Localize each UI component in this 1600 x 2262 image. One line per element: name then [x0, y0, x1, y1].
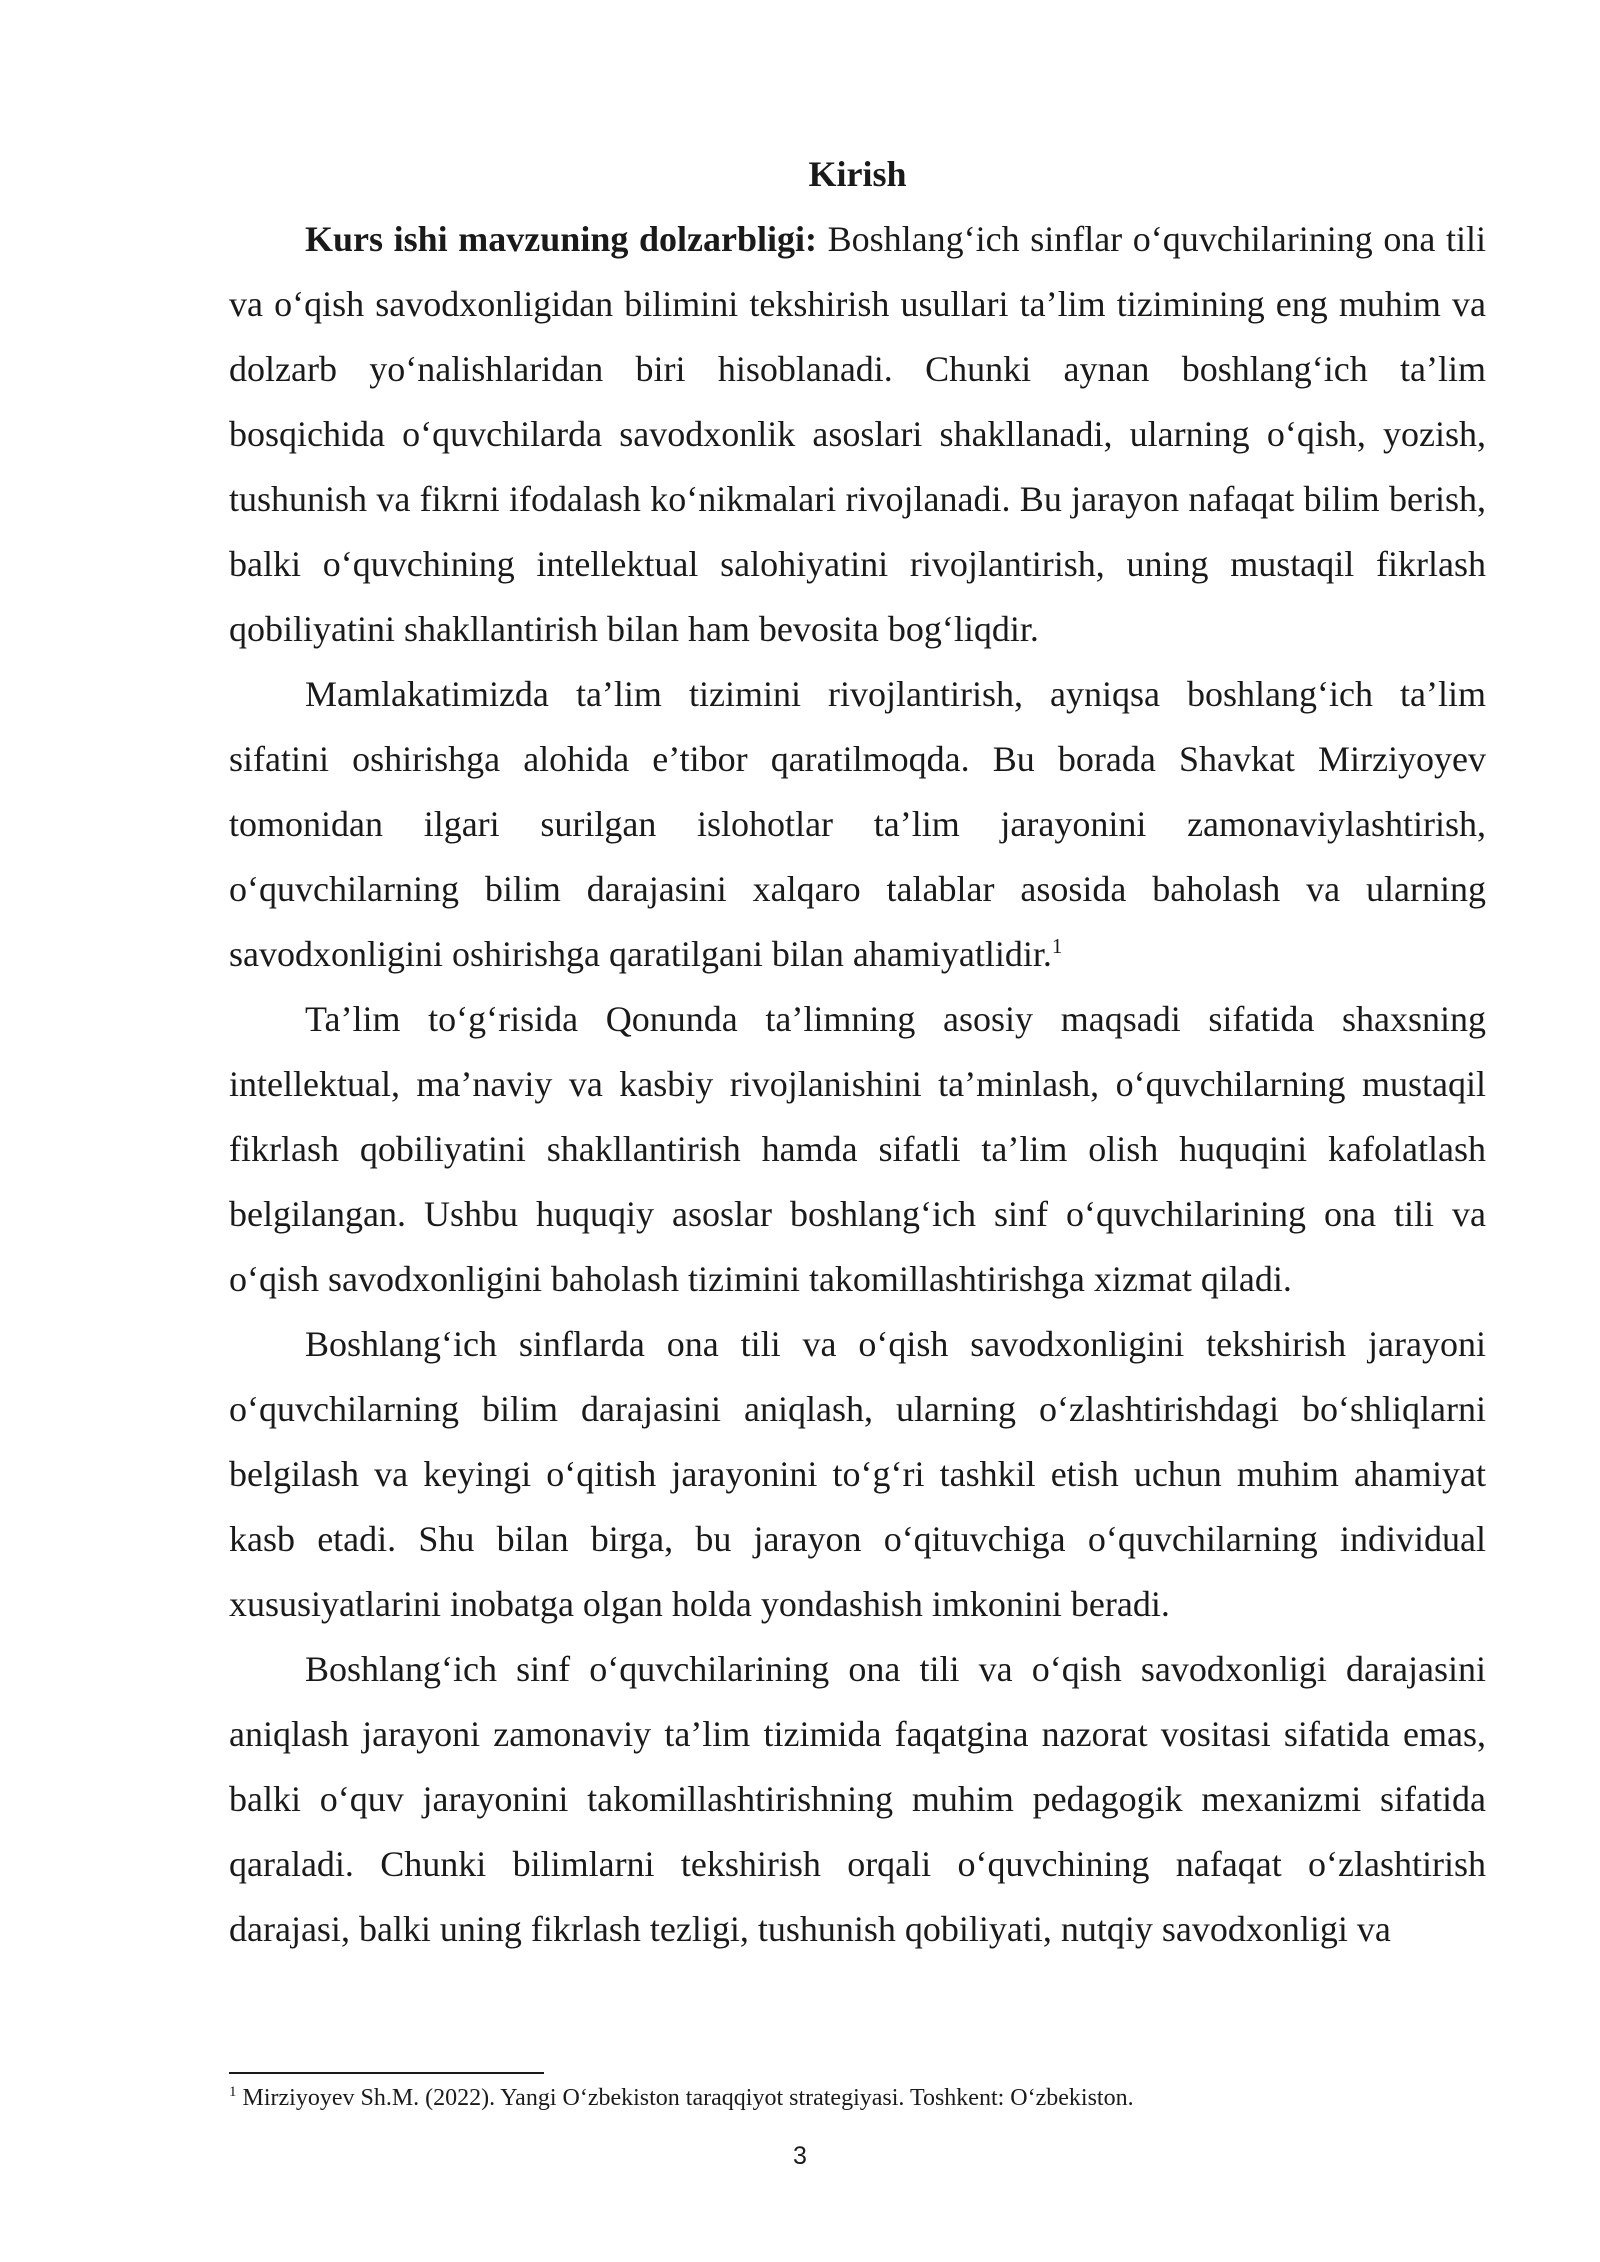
paragraph-reforms: [229, 662, 1486, 987]
paragraph-text: Mamlakatimizda ta’lim tizimini rivojlantirish, ayniqsa boshlang‘ich ta’lim sifatini oshirishga alohida e’tibor qaratilmoqda. Bu borada Shavkat Mirziyoyev tomonidan ilgari surilgan islohotlar ta’lim jarayonini zamonaviylashtirish, o‘quvchilarning bilim darajasini xalqaro talablar asosida baholash va ularning savodxonligini oshirishga qaratilgani bilan ahamiyatlidir.: [229, 674, 1486, 974]
footnote-separator: [229, 2072, 544, 2074]
paragraph-mechanism: [229, 1637, 1486, 1962]
paragraph-text: Boshlang‘ich sinflar o‘quvchilarining ona tili va o‘qish savodxonligidan bilimini tekshirish usullari ta’lim tizimining eng muhim va dolzarb yo‘nalishlaridan biri hisoblanadi. Chunki aynan boshlang‘ich ta’lim bosqichida o‘quvchilarda savodxonlik asoslari shakllanadi, ularning o‘qish, yozish, tushunish va fikrni ifodalash ko‘nikmalari rivojlanadi. Bu jarayon nafaqat bilim berish, balki o‘quvchining intellektual salohiyatini rivojlantirish, uning mustaqil fikrlash qobiliyatini shakllantirish bilan ham bevosita bog‘liqdir.: [229, 219, 1486, 649]
footnote-reference[interactable]: 1: [1051, 934, 1063, 958]
body-text: [229, 142, 1486, 1962]
paragraph-relevance: [229, 207, 1486, 662]
paragraph-text: Boshlang‘ich sinflarda ona tili va o‘qish savodxonligini tekshirish jarayoni o‘quvchilarning bilim darajasini aniqlash, ularning o‘zlashtirishdagi bo‘shliqlarni belgilash va keyingi o‘qitish jarayonini to‘g‘ri tashkil etish uchun muhim ahamiyat kasb etadi. Shu bilan birga, bu jarayon o‘qituvchiga o‘quvchilarning individual xususiyatlarini inobatga olgan holda yondashish imkonini beradi.: [229, 1324, 1486, 1624]
footnote-marker: 1: [229, 2084, 237, 2100]
page-number: 3: [793, 2142, 807, 2170]
footnote: [229, 2082, 1486, 2114]
paragraph-text: Boshlang‘ich sinf o‘quvchilarining ona tili va o‘qish savodxonligi darajasini aniqlash jarayoni zamonaviy ta’lim tizimida faqatgina nazorat vositasi sifatida emas, balki o‘quv jarayonini takomillashtirishning muhim pedagogik mexanizmi sifatida qaraladi. Chunki bilimlarni tekshirish orqali o‘quvchining nafaqat o‘zlashtirish darajasi, balki uning fikrlash tezligi, tushunish qobiliyati, nutqiy savodxonligi va: [229, 1649, 1486, 1949]
section-heading: Kirish: [808, 154, 907, 194]
footnote-text: Mirziyoyev Sh.M. (2022). Yangi O‘zbekiston taraqqiyot strategiyasi. Toshkent: O‘zbekiston.: [236, 2085, 1134, 2111]
paragraph-text: Ta’lim to‘g‘risida Qonunda ta’limning asosiy maqsadi sifatida shaxsning intellektual, ma’naviy va kasbiy rivojlanishini ta’minlash, o‘quvchilarning mustaqil fikrlash qobiliyatini shakllantirish hamda sifatli ta’lim olish huquqini kafolatlash belgilangan. Ushbu huquqiy asoslar boshlang‘ich sinf o‘quvchilarining ona tili va o‘qish savodxonligini baholash tizimini takomillashtirishga xizmat qiladi.: [229, 999, 1486, 1299]
paragraph-assessment: [229, 1312, 1486, 1637]
paragraph-law: [229, 987, 1486, 1312]
paragraph-lead: Kurs ishi mavzuning dolzarbligi:: [305, 219, 817, 259]
